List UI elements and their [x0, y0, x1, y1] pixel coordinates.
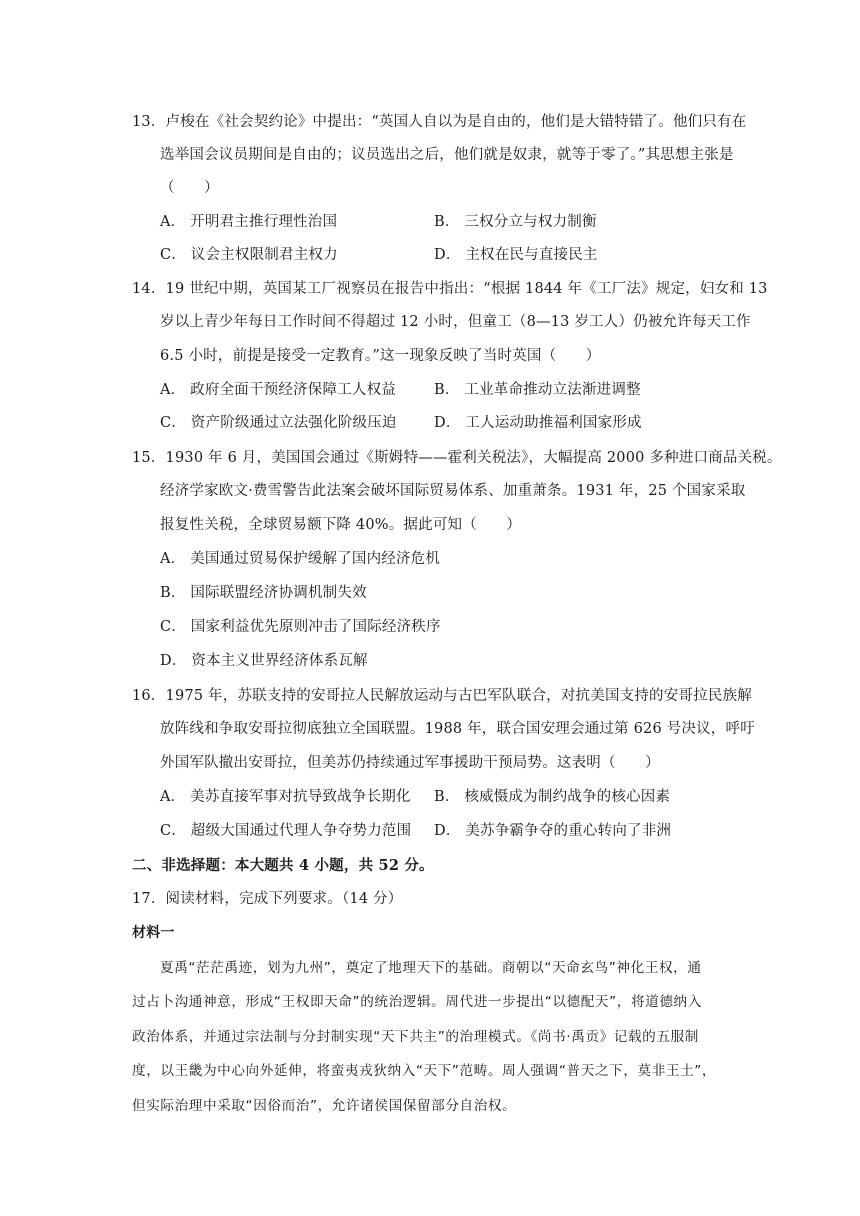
- material-one-label: 材料一: [132, 925, 175, 941]
- q16-option-d[interactable]: D． 美苏争霸争夺的重心转向了非洲: [434, 823, 672, 839]
- q14-stem-line1: 14．19 世纪中期，英国某工厂视察员在报告中指出：“根据 1844 年《工厂法》规定，妇女和 13: [132, 281, 768, 297]
- section2-heading: 二、非选择题：本大题共 4 小题，共 52 分。: [132, 857, 434, 874]
- q14-option-b[interactable]: B． 工业革命推动立法渐进调整: [434, 382, 641, 398]
- q15-option-a[interactable]: A． 美国通过贸易保护缓解了国内经济危机: [160, 551, 441, 567]
- q15-option-b[interactable]: B． 国际联盟经济协调机制失效: [160, 585, 367, 601]
- q15-option-c[interactable]: C． 国家利益优先原则冲击了国际经济秩序: [160, 619, 441, 635]
- q15-stem-line2: 经济学家欧文·费雪警告此法案会破坏国际贸易体系、加重萧条。1931 年，25 个国家采取: [160, 483, 746, 499]
- material-one-line5: 但实际治理中采取“因俗而治”，允许诸侯国保留部分自治权。: [132, 1098, 517, 1114]
- q16-stem-line1: 16．1975 年，苏联支持的安哥拉人民解放运动与古巴军队联合，对抗美国支持的安哥拉民族解: [132, 688, 752, 704]
- q13-option-b[interactable]: B． 三权分立与权力制衡: [434, 214, 597, 230]
- q15-option-d[interactable]: D． 资本主义世界经济体系瓦解: [160, 653, 368, 669]
- material-one-line4: 度，以王畿为中心向外延伸，将蛮夷戎狄纳入“天下”范畴。周人强调“普天之下，莫非王土”，: [132, 1063, 717, 1079]
- q15-stem-line1: 15．1930 年 6 月，美国国会通过《斯姆特——霍利关税法》，大幅提高 2000 多种进口商品关税。: [132, 450, 782, 466]
- q13-stem-line1: 13．卢梭在《社会契约论》中提出：“英国人自以为是自由的，他们是大错特错了。他们只有在: [132, 114, 747, 130]
- q14-option-d[interactable]: D． 工人运动助推福利国家形成: [434, 415, 642, 431]
- q13-option-a[interactable]: A． 开明君主推行理性治国: [160, 214, 338, 230]
- q17-stem: 17．阅读材料，完成下列要求。（14 分）: [132, 891, 403, 907]
- q16-option-b[interactable]: B． 核威慑成为制约战争的核心因素: [434, 789, 671, 805]
- q16-stem-line3: 外国军队撤出安哥拉，但美苏仍持续通过军事援助干预局势。这表明（ ）: [160, 755, 660, 771]
- material-one-line1: 夏禹“茫茫禹迹，划为九州”，奠定了地理天下的基础。商朝以“天命玄鸟”神化王权，通: [160, 960, 702, 976]
- material-one-line2: 过占卜沟通神意，形成“王权即天命”的统治逻辑。周代进一步提出“以德配天”，将道德纳入: [132, 994, 702, 1010]
- q13-option-c[interactable]: C． 议会主权限制君主权力: [160, 247, 338, 263]
- q15-stem-line3: 报复性关税，全球贸易额下降 40%。据此可知（ ）: [160, 517, 522, 533]
- q14-stem-line3: 6.5 小时，前提是接受一定教育。”这一现象反映了当时英国（ ）: [160, 348, 601, 364]
- q14-stem-line2: 岁以上青少年每日工作时间不得超过 12 小时，但童工（8—13 岁工人）仍被允许每天工作: [160, 314, 751, 330]
- q13-option-d[interactable]: D． 主权在民与直接民主: [434, 247, 598, 263]
- q16-option-c[interactable]: C． 超级大国通过代理人争夺势力范围: [160, 823, 412, 839]
- q16-stem-line2: 放阵线和争取安哥拉彻底独立全国联盟。1988 年，联合国安理会通过第 626 号决议，呼吁: [160, 721, 755, 737]
- q14-option-c[interactable]: C． 资产阶级通过立法强化阶级压迫: [160, 415, 397, 431]
- q13-stem-line3: （ ）: [160, 180, 219, 196]
- q16-option-a[interactable]: A． 美苏直接军事对抗导致战争长期化: [160, 789, 411, 805]
- q13-stem-line2: 选举国会议员期间是自由的；议员选出之后，他们就是奴隶，就等于零了。”其思想主张是: [160, 147, 734, 163]
- material-one-line3: 政治体系，并通过宗法制与分封制实现“天下共主”的治理模式。《尚书·禹贡》记载的五服制: [132, 1029, 699, 1045]
- q14-option-a[interactable]: A． 政府全面干预经济保障工人权益: [160, 382, 396, 398]
